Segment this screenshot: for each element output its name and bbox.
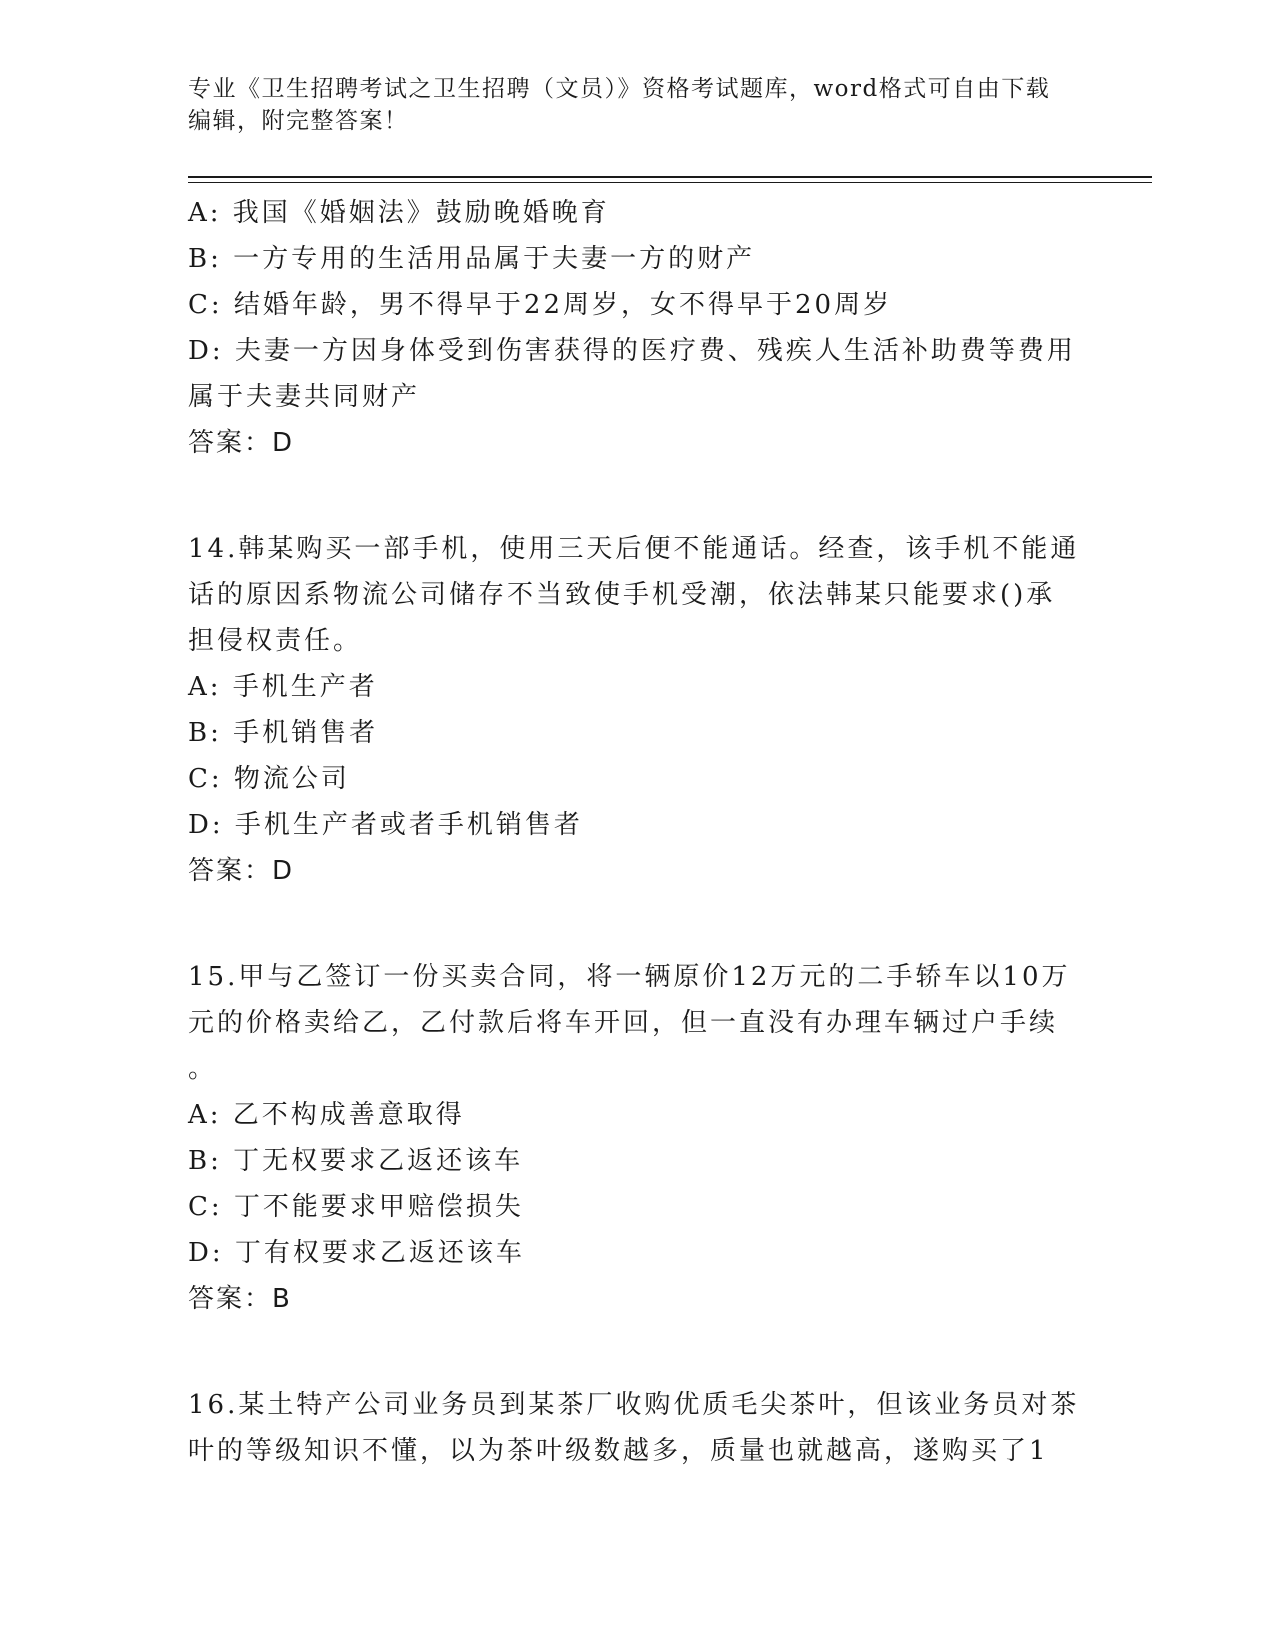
question-content: [188, 190, 1080, 1474]
question-spacer: [188, 894, 1068, 954]
option-c: C: 结婚年龄，男不得早于22周岁，女不得早于20周岁: [188, 290, 893, 320]
option-c: C: 丁不能要求甲赔偿损失: [188, 1192, 524, 1222]
question-15: [188, 954, 1071, 1322]
header-line-1: 专业《卫生招聘考试之卫生招聘（文员）》资格考试题库，word格式可自由下载: [188, 76, 1051, 102]
question-stem-line: 16.某土特产公司业务员到某茶厂收购优质毛尖茶叶，但该业务员对茶: [188, 1390, 1080, 1420]
header-divider-thick: [188, 176, 1152, 178]
question-stem-line: 话的原因系物流公司储存不当致使手机受潮，依法韩某只能要求()承: [188, 580, 1056, 610]
question-spacer: [188, 466, 1068, 526]
question-stem-line: 元的价格卖给乙，乙付款后将车开回，但一直没有办理车辆过户手续: [188, 1008, 1059, 1038]
question-stem-line: 叶的等级知识不懂，以为茶叶级数越多，质量也就越高，遂购买了1: [188, 1436, 1049, 1466]
option-a: A: 我国《婚姻法》鼓励晚婚晚育: [188, 198, 610, 228]
option-d: D: 丁有权要求乙返还该车: [188, 1238, 525, 1268]
answer-label: 答案：D: [188, 428, 295, 458]
header-line-2: 编辑，附完整答案！: [188, 108, 409, 134]
option-d: D: 手机生产者或者手机销售者: [188, 810, 583, 840]
option-a: A: 手机生产者: [188, 672, 378, 702]
question-stem-line: 14.韩某购买一部手机，使用三天后便不能通话。经查，该手机不能通: [188, 534, 1080, 564]
question-14: [188, 526, 1080, 894]
option-b: B: 手机销售者: [188, 718, 379, 748]
answer-label: 答案：B: [188, 1284, 292, 1314]
question-spacer: [188, 1322, 1068, 1382]
question-stem-line: 15.甲与乙签订一份买卖合同，将一辆原价12万元的二手轿车以10万: [188, 962, 1071, 992]
option-d: D: 夫妻一方因身体受到伤害获得的医疗费、残疾人生活补助费等费用: [188, 336, 1076, 366]
option-d-continued: 属于夫妻共同财产: [188, 382, 421, 412]
question-13: [188, 190, 1076, 466]
header-divider-thin: [188, 182, 1152, 183]
question-stem-line: 。: [188, 1054, 218, 1084]
answer-label: 答案：D: [188, 856, 295, 886]
question-stem-line: 担侵权责任。: [188, 626, 363, 656]
question-16: [188, 1382, 1080, 1474]
option-b: B: 丁无权要求乙返还该车: [188, 1146, 524, 1176]
document-header: [188, 73, 1068, 137]
option-a: A: 乙不构成善意取得: [188, 1100, 465, 1130]
option-b: B: 一方专用的生活用品属于夫妻一方的财产: [188, 244, 756, 274]
option-c: C: 物流公司: [188, 764, 350, 794]
